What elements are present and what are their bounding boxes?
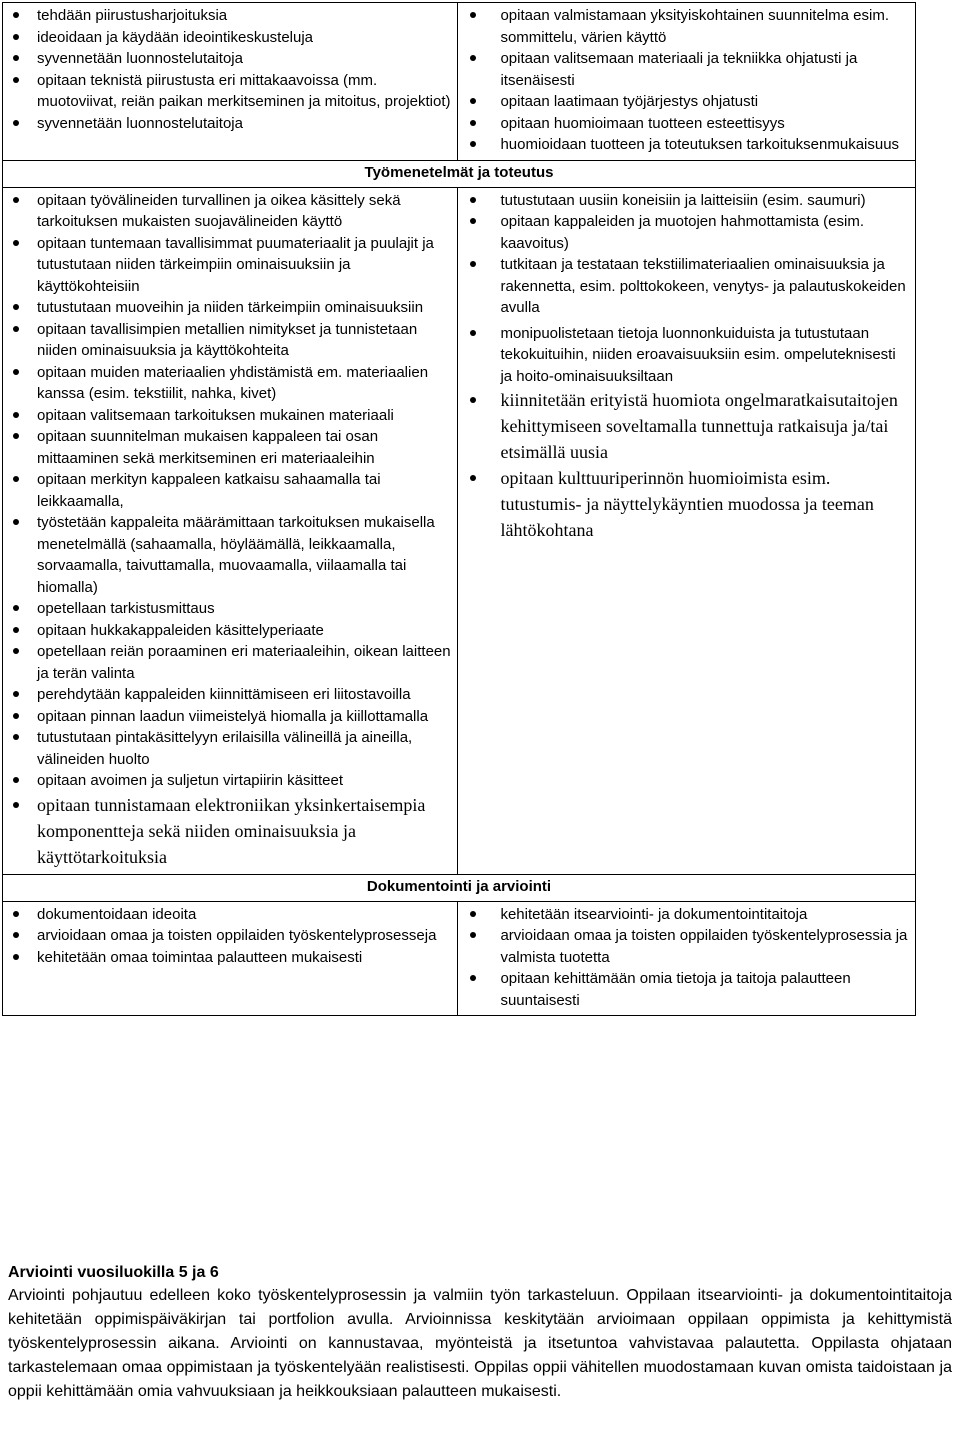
bullet-icon bbox=[470, 120, 476, 126]
bullet-icon bbox=[470, 975, 476, 981]
assessment-paragraph: Arviointi pohjautuu edelleen koko työskentelyprosessin ja valmiin työn tarkasteluun. Oppilaan itsearviointi- ja dokumentointitaitoja kehitetään oppimispäiväkirjan tai portfolion avulla. Arvioinnissa keskitytään arvioimaan oppilaan oppimista ja kehittymistä työskentelyprosessin aikana. Arviointi on kannustavaa, myönteistä ja itsetuntoa vahvistavaa palautetta. Oppilasta ohjataan tarkastelemaan omaa oppimistaan ja työskentelyään realistisesti. Oppilas oppii vähitellen muodostamaan kuvan omista taidoistaan ja oppii kehittämään omia vahvuuksiaan ja heikkouksiaan palautteen mukaisesti. bbox=[8, 1287, 952, 1400]
bullet-icon bbox=[13, 713, 19, 719]
list-item: opitaan valitsemaan materiaali ja tekniikka ohjatusti ja itsenäisesti bbox=[462, 48, 911, 91]
methods-right-cell bbox=[458, 187, 916, 874]
bullet-icon bbox=[13, 476, 19, 482]
list-item: opitaan teknistä piirustusta eri mittakaavoissa (mm. muotoviivat, reiän paikan merkitseminen ja mitoitus, projektiot) bbox=[7, 70, 453, 113]
list-item: tutkitaan ja testataan tekstiilimateriaalien ominaisuuksia ja rakennetta, esim. polttokokeen, venytys- ja palautuskokeiden avulla bbox=[462, 254, 911, 319]
bullet-icon bbox=[13, 734, 19, 740]
list-item: opitaan valitsemaan tarkoituksen mukainen materiaali bbox=[7, 405, 453, 427]
bullet-icon bbox=[470, 261, 476, 267]
documentation-left-list bbox=[7, 904, 453, 969]
section-heading-methods: Työmenetelmät ja toteutus bbox=[3, 160, 916, 187]
bullet-icon bbox=[470, 911, 476, 917]
bullet-icon bbox=[13, 605, 19, 611]
bullet-icon bbox=[470, 141, 476, 147]
bullet-icon bbox=[13, 55, 19, 61]
list-item: opitaan kehittämään omia tietoja ja taitoja palautteen suuntaisesti bbox=[462, 968, 911, 1011]
documentation-right-cell bbox=[458, 901, 916, 1016]
list-item: opitaan työvälineiden turvallinen ja oikea käsittely sekä tarkoituksen mukaisten suojavälineiden käyttö bbox=[7, 190, 453, 233]
methods-left-cell bbox=[3, 187, 458, 874]
table-row bbox=[3, 874, 916, 901]
list-item: opitaan valmistamaan yksityiskohtainen suunnitelma esim. sommittelu, värien käyttö bbox=[462, 5, 911, 48]
bullet-icon bbox=[13, 197, 19, 203]
section-heading-documentation: Dokumentointi ja arviointi bbox=[3, 874, 916, 901]
documentation-right-list bbox=[462, 904, 911, 1012]
bullet-icon bbox=[13, 433, 19, 439]
bullet-icon bbox=[13, 120, 19, 126]
table-row bbox=[3, 160, 916, 187]
bullet-icon bbox=[13, 304, 19, 310]
bullet-icon bbox=[13, 369, 19, 375]
bullet-icon bbox=[470, 330, 476, 336]
list-item: opetellaan reiän poraaminen eri materiaaleihin, oikean laitteen ja terän valinta bbox=[7, 641, 453, 684]
bullet-icon bbox=[470, 55, 476, 61]
bullet-icon bbox=[13, 12, 19, 18]
list-item: perehdytään kappaleiden kiinnittämiseen eri liitostavoilla bbox=[7, 684, 453, 706]
documentation-left-cell bbox=[3, 901, 458, 1016]
list-item: monipuolistetaan tietoja luonnonkuiduista ja tutustutaan tekokuituihin, niiden eroavaisuuksiin esim. ompeluteknisesti ja hoito-ominaisuuksiltaan bbox=[462, 323, 911, 388]
bullet-icon bbox=[470, 397, 476, 403]
bullet-icon bbox=[13, 519, 19, 525]
bullet-icon bbox=[470, 475, 476, 481]
list-item: kehitetään omaa toimintaa palautteen mukaisesti bbox=[7, 947, 453, 969]
bullet-icon bbox=[13, 412, 19, 418]
bullet-icon bbox=[13, 648, 19, 654]
bullet-icon bbox=[13, 954, 19, 960]
list-item: tutustutaan uusiin koneisiin ja laitteisiin (esim. saumuri) bbox=[462, 190, 911, 212]
curriculum-table bbox=[2, 2, 916, 1016]
list-item: työstetään kappaleita määrämittaan tarkoituksen mukaisella menetelmällä (sahaamalla, höyläämällä, leikkaamalla, sorvaamalla, taivuttamalla, muovaamalla, viilaamalla tai hiomalla) bbox=[7, 512, 453, 598]
list-item: syvennetään luonnostelutaitoja bbox=[7, 48, 453, 70]
bullet-icon bbox=[13, 34, 19, 40]
table-row bbox=[3, 3, 916, 161]
bullet-icon bbox=[470, 197, 476, 203]
list-item: opitaan tunnistamaan elektroniikan yksinkertaisempia komponentteja sekä niiden ominaisuuksia ja käyttötarkoituksia bbox=[7, 792, 453, 870]
bullet-icon bbox=[470, 218, 476, 224]
methods-left-list bbox=[7, 190, 453, 870]
bullet-icon bbox=[13, 240, 19, 246]
list-item: opitaan hukkakappaleiden käsittelyperiaate bbox=[7, 620, 453, 642]
list-item: opitaan muiden materiaalien yhdistämistä em. materiaalien kanssa (esim. tekstiilit, nahka, kivet) bbox=[7, 362, 453, 405]
list-item: kehitetään itsearviointi- ja dokumentointitaitoja bbox=[462, 904, 911, 926]
list-item: opitaan huomioimaan tuotteen esteettisyys bbox=[462, 113, 911, 135]
list-item: arvioidaan omaa ja toisten oppilaiden työskentelyprosessia ja valmista tuotetta bbox=[462, 925, 911, 968]
list-item: tutustutaan muoveihin ja niiden tärkeimpiin ominaisuuksiin bbox=[7, 297, 453, 319]
bullet-icon bbox=[13, 627, 19, 633]
list-item: opitaan avoimen ja suljetun virtapiirin käsitteet bbox=[7, 770, 453, 792]
bullet-icon bbox=[470, 932, 476, 938]
list-item: opitaan pinnan laadun viimeistelyä hiomalla ja kiillottamalla bbox=[7, 706, 453, 728]
bullet-icon bbox=[13, 691, 19, 697]
bullet-icon bbox=[470, 12, 476, 18]
planning-right-cell bbox=[458, 3, 916, 161]
table-row bbox=[3, 187, 916, 874]
bullet-icon bbox=[13, 932, 19, 938]
list-item: tehdään piirustusharjoituksia bbox=[7, 5, 453, 27]
list-item: opitaan kappaleiden ja muotojen hahmottamista (esim. kaavoitus) bbox=[462, 211, 911, 254]
bullet-icon bbox=[13, 77, 19, 83]
list-item: opetellaan tarkistusmittaus bbox=[7, 598, 453, 620]
list-item: opitaan merkityn kappaleen katkaisu sahaamalla tai leikkaamalla, bbox=[7, 469, 453, 512]
bullet-icon bbox=[13, 777, 19, 783]
list-item: opitaan suunnitelman mukaisen kappaleen tai osan mittaaminen sekä merkitseminen eri materiaaleihin bbox=[7, 426, 453, 469]
list-item: arvioidaan omaa ja toisten oppilaiden työskentelyprosesseja bbox=[7, 925, 453, 947]
table-row bbox=[3, 901, 916, 1016]
list-item: huomioidaan tuotteen ja toteutuksen tarkoituksenmukaisuus bbox=[462, 134, 911, 156]
assessment-section bbox=[8, 1262, 952, 1404]
planning-left-list bbox=[7, 5, 453, 134]
bullet-icon bbox=[13, 802, 19, 808]
list-item: opitaan tavallisimpien metallien nimitykset ja tunnistetaan niiden ominaisuuksia ja käyttökohteita bbox=[7, 319, 453, 362]
list-item: opitaan laatimaan työjärjestys ohjatusti bbox=[462, 91, 911, 113]
list-item: kiinnitetään erityistä huomiota ongelmaratkaisutaitojen kehittymiseen soveltamalla tunnettuja ratkaisuja ja/tai etsimällä uusia bbox=[462, 387, 911, 465]
list-item: tutustutaan pintakäsittelyyn erilaisilla välineillä ja aineilla, välineiden huolto bbox=[7, 727, 453, 770]
bullet-icon bbox=[13, 326, 19, 332]
assessment-heading: Arviointi vuosiluokilla 5 ja 6 bbox=[8, 1264, 219, 1281]
list-item: syvennetään luonnostelutaitoja bbox=[7, 113, 453, 135]
bullet-icon bbox=[13, 911, 19, 917]
planning-right-list bbox=[462, 5, 911, 156]
list-item: dokumentoidaan ideoita bbox=[7, 904, 453, 926]
list-item: ideoidaan ja käydään ideointikeskusteluja bbox=[7, 27, 453, 49]
planning-left-cell bbox=[3, 3, 458, 161]
list-item: opitaan kulttuuriperinnön huomioimista esim. tutustumis- ja näyttelykäyntien muodossa ja teeman lähtökohtana bbox=[462, 465, 911, 543]
bullet-icon bbox=[470, 98, 476, 104]
list-item: opitaan tuntemaan tavallisimmat puumateriaalit ja puulajit ja tutustutaan niiden tärkeimpiin ominaisuuksiin ja käyttökohteisiin bbox=[7, 233, 453, 298]
methods-right-list bbox=[462, 190, 911, 544]
